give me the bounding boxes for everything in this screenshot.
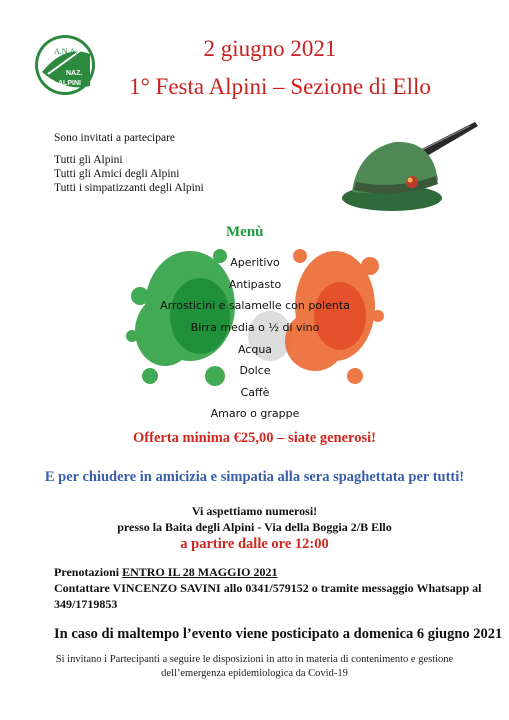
closing-text: E per chiudere in amicizia e simpatia alla sera spaghettata per tutti!	[44, 469, 465, 485]
footer-line: dell’emergenza epidemiologica da Covid-19	[161, 668, 348, 679]
booking-contact: Contattare VINCENZO SAVINI allo 0341/579152 o tramite messaggio Whatsapp al	[54, 581, 482, 595]
offer-text: Offerta minima €25,00 – siate generosi!	[133, 430, 376, 446]
menu-item: Dolce	[239, 364, 271, 377]
event-title: 1° Festa Alpini – Sezione di Ello	[129, 74, 431, 99]
invite-line: Tutti gli Alpini	[54, 154, 123, 166]
logo-text-top: A.N.A.	[54, 47, 78, 56]
rain-notice: In caso di maltempo l’evento viene posticipato a domenica 6 giugno 2021	[54, 626, 503, 642]
menu-item: Amaro o grappe	[210, 407, 300, 420]
menu-item: Antipasto	[228, 278, 282, 291]
ana-logo	[34, 34, 96, 96]
welcome-line: Vi aspettiamo numerosi!	[191, 504, 318, 518]
invite-line: Tutti i simpatizzanti degli Alpini	[54, 182, 204, 194]
start-time: a partire dalle ore 12:00	[180, 536, 329, 552]
menu-item: Caffè	[240, 386, 270, 399]
location-line: presso la Baita degli Alpini - Via della Boggia 2/B Ello	[117, 520, 392, 534]
invite-line: Tutti gli Amici degli Alpini	[54, 168, 180, 180]
logo-text-main: NAZ.	[66, 70, 83, 77]
event-date: 2 giugno 2021	[203, 36, 337, 61]
footer-line: Si invitano i Partecipanti a seguire le disposizioni in atto in materia di contenimento e gestione	[55, 654, 454, 665]
menu-item: Birra media o ½ di vino	[190, 321, 320, 334]
booking-label: Prenotazioni	[54, 565, 120, 579]
menu-item: Arrosticini e salamelle con polenta	[160, 299, 350, 312]
menu-item: Aperitivo	[230, 256, 280, 269]
booking-line	[54, 565, 277, 580]
menu-title: Menù	[226, 224, 264, 240]
logo-text-sub: ALPINI	[58, 80, 81, 87]
alpine-hat-illustration	[340, 120, 480, 215]
invite-intro: Sono invitati a partecipare	[54, 132, 176, 144]
booking-deadline: ENTRO IL 28 MAGGIO 2021	[122, 565, 278, 579]
booking-contact-phone: 349/1719853	[54, 597, 118, 611]
menu-item: Acqua	[237, 343, 273, 356]
